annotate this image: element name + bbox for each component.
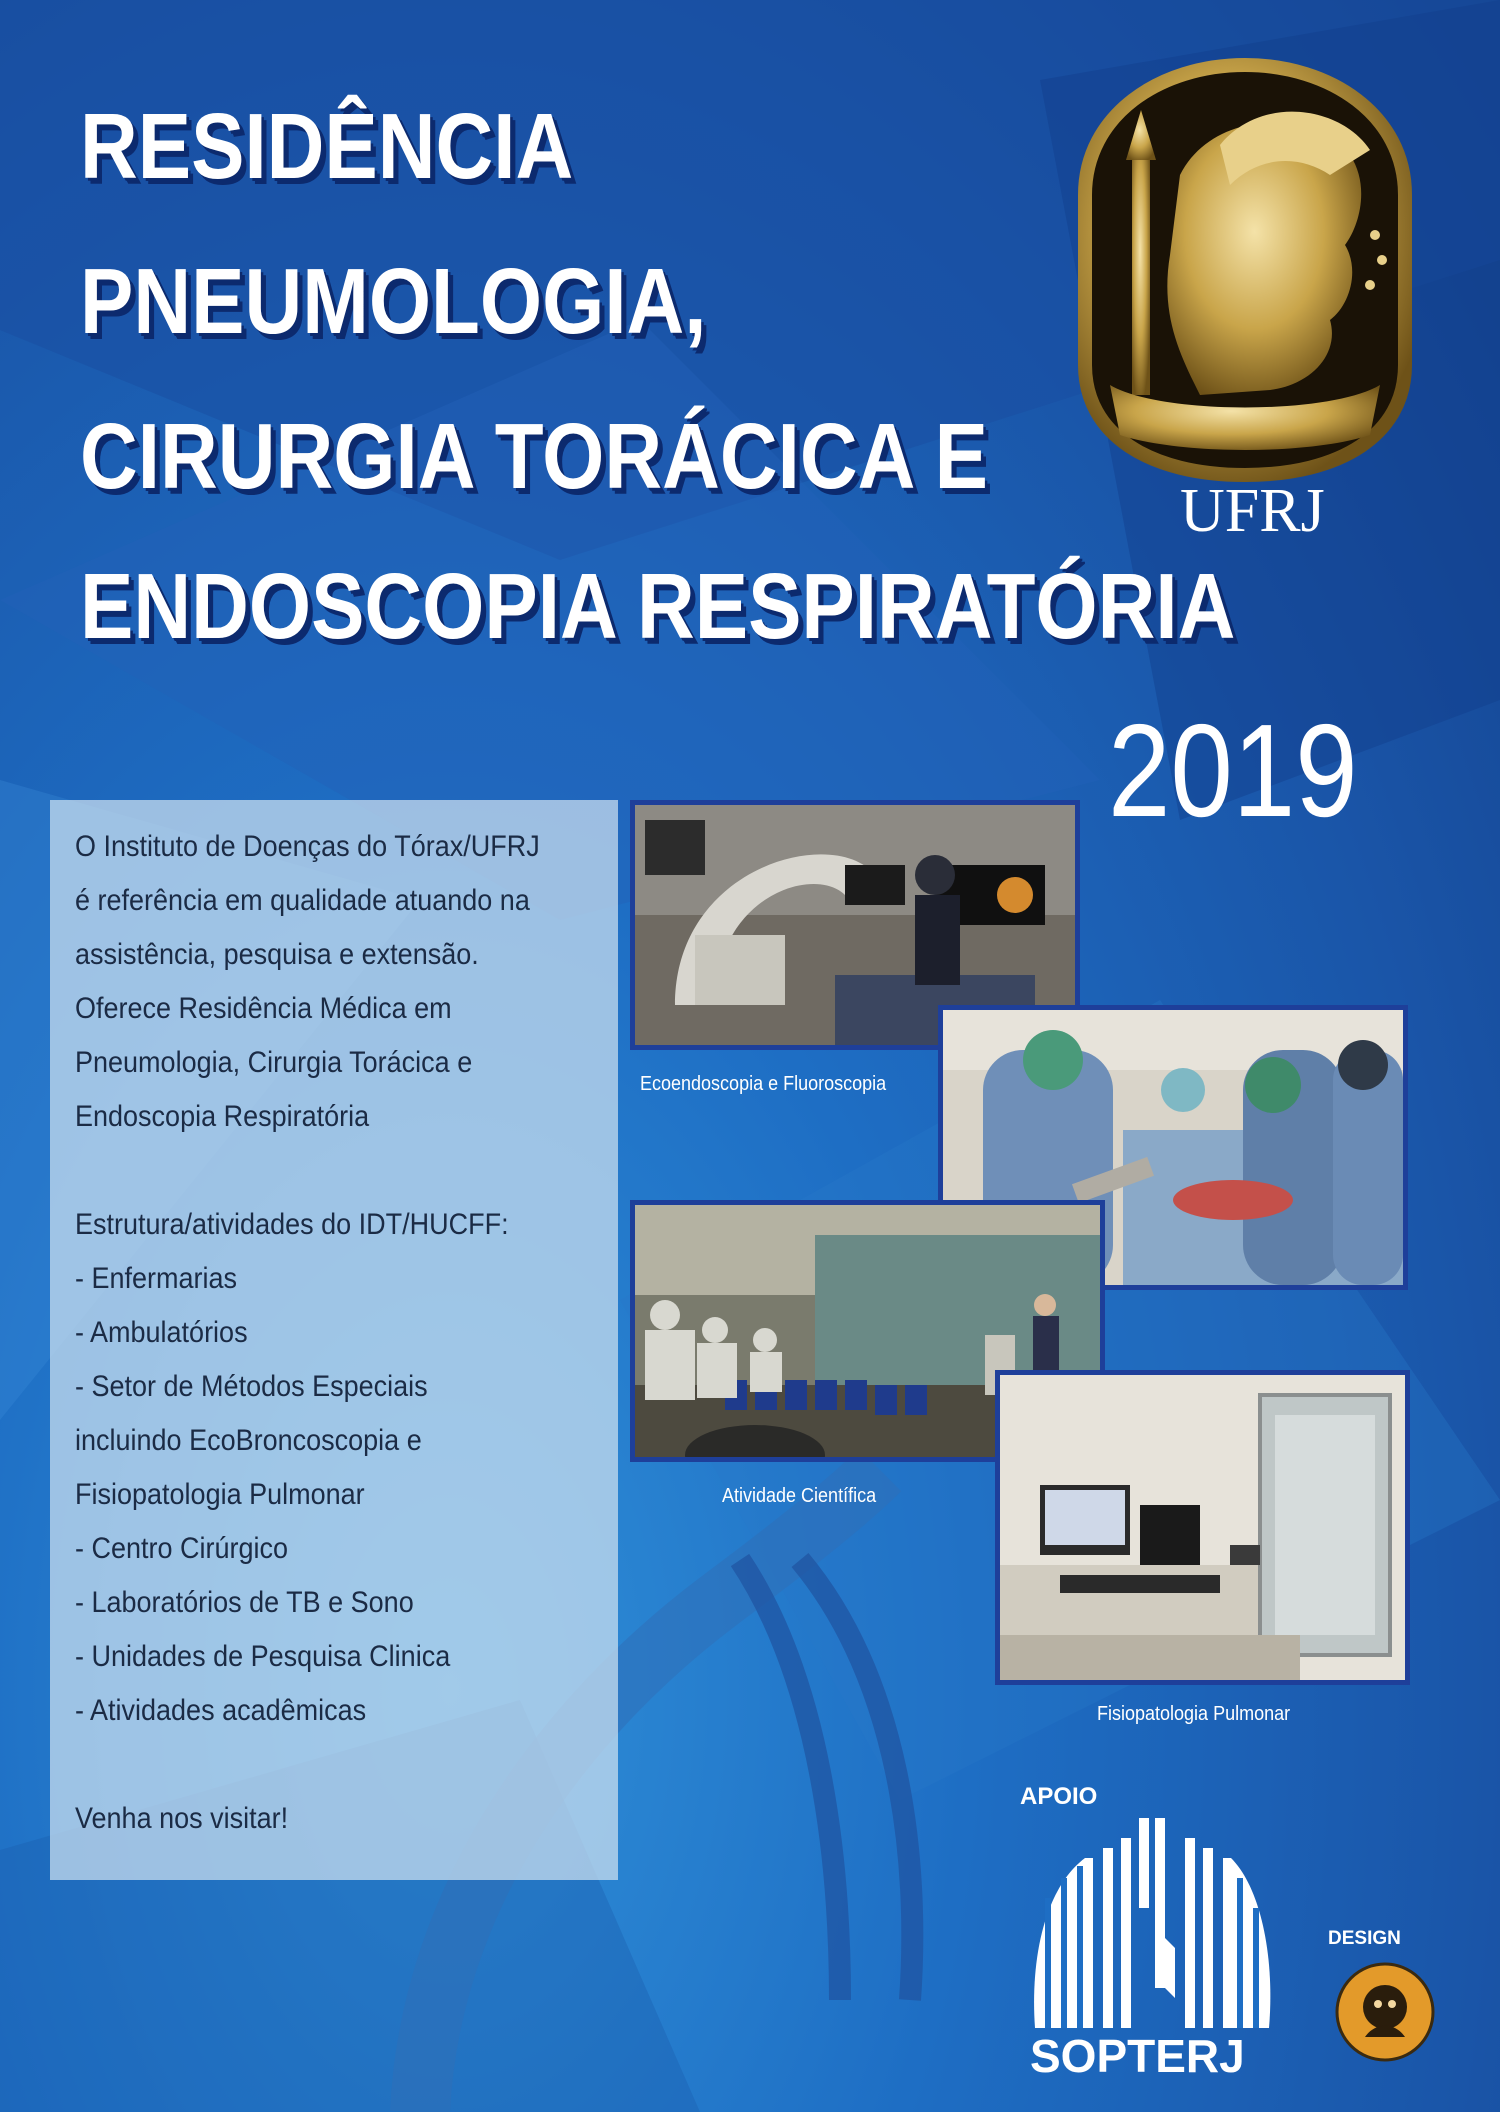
photo-pulmonary-function — [995, 1370, 1410, 1685]
info-paragraph-line: é referência em qualidade atuando na — [75, 884, 530, 917]
photo-caption: Fisiopatologia Pulmonar — [1097, 1703, 1291, 1725]
title-line-1: RESIDÊNCIA — [80, 94, 574, 198]
info-panel — [50, 800, 618, 1880]
structure-list-item: - Ambulatórios — [75, 1316, 248, 1349]
year: 2019 — [1108, 697, 1358, 844]
structure-list-item: - Enfermarias — [75, 1262, 238, 1295]
structure-list-item: - Centro Cirúrgico — [75, 1532, 289, 1565]
design-label: DESIGN — [1328, 1928, 1401, 1949]
structure-list-item: - Setor de Métodos Especiais — [75, 1370, 428, 1403]
title-line-4: ENDOSCOPIA RESPIRATÓRIA — [80, 554, 1236, 658]
support-label: APOIO — [1020, 1783, 1098, 1810]
ufrj-minerva-crest-icon — [1070, 55, 1420, 485]
info-paragraph-line: Oferece Residência Médica em — [75, 992, 452, 1025]
crest-label: UFRJ — [1180, 477, 1325, 545]
info-paragraph-line: Pneumologia, Cirurgia Torácica e — [75, 1046, 473, 1079]
info-paragraph-line: assistência, pesquisa e extensão. — [75, 938, 479, 971]
info-paragraph-line: O Instituto de Doenças do Tórax/UFRJ — [75, 830, 540, 863]
closing-text: Venha nos visitar! — [75, 1802, 289, 1835]
title-line-2: PNEUMOLOGIA, — [80, 249, 707, 353]
photo-caption: Ecoendoscopia e Fluoroscopia — [640, 1073, 887, 1095]
sopterj-name: SOPTERJ — [1030, 2030, 1245, 2082]
structure-list-item: - Laboratórios de TB e Sono — [75, 1586, 414, 1619]
structure-list-item: - Unidades de Pesquisa Clinica — [75, 1640, 451, 1673]
info-paragraph-line: Endoscopia Respiratória — [75, 1100, 370, 1133]
title-line-3: CIRURGIA TORÁCICA E — [80, 404, 988, 508]
designer-badge-icon — [1335, 1962, 1435, 2062]
structure-list-item: - Atividades acadêmicas — [75, 1694, 367, 1727]
structure-list-item: Fisiopatologia Pulmonar — [75, 1478, 365, 1511]
structure-list-item: incluindo EcoBroncoscopia e — [75, 1424, 422, 1457]
pulmonary-lab-photo-image — [1000, 1375, 1405, 1680]
photo-caption: Atividade Científica — [722, 1485, 877, 1507]
structure-list-title: Estrutura/atividades do IDT/HUCFF: — [75, 1208, 509, 1241]
